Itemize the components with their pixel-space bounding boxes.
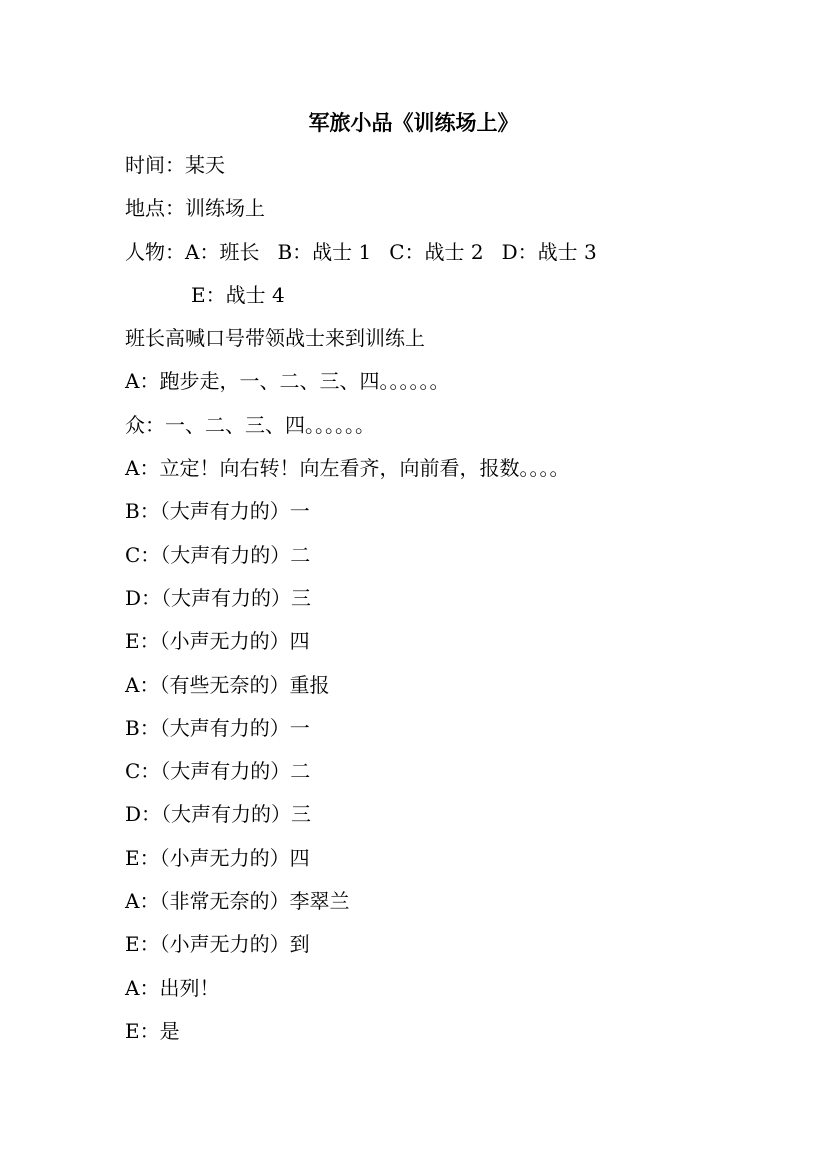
dialogue-line: A：（有些无奈的）重报	[125, 672, 330, 697]
character-d: D：战士 3	[501, 239, 597, 264]
document-title: 军旅小品《训练场上》	[308, 110, 519, 135]
characters-line-cont: E：战士 4	[191, 282, 285, 307]
dialogue-line: D：（大声有力的）三	[125, 802, 312, 827]
dialogue-line: E：是	[125, 1018, 180, 1043]
character-a: A：班长	[185, 239, 260, 264]
dialogue-line: B：（大声有力的）一	[125, 499, 310, 524]
script-body	[125, 150, 805, 1059]
dialogue-line: A：出列！	[125, 975, 220, 1000]
dialogue-line: C：（大声有力的）二	[125, 542, 311, 567]
dialogue-line: C：（大声有力的）二	[125, 759, 311, 784]
dialogue-line: E：（小声无力的）到	[125, 932, 310, 957]
characters-line	[125, 237, 805, 280]
character-b: B：战士 1	[277, 239, 372, 264]
stage-direction: 班长高喊口号带领战士来到训练上	[125, 326, 425, 351]
dialogue-line: 众：一、二、三、四。。。。。。	[125, 412, 375, 437]
dialogue-line: A：（非常无奈的）李翠兰	[125, 889, 350, 914]
dialogue-line: D：（大声有力的）三	[125, 585, 312, 610]
character-c: C：战士 2	[389, 239, 484, 264]
dialogue-line: A：跑步走，一、二、三、四。。。。。。	[125, 369, 450, 394]
time-line: 时间：某天	[125, 153, 225, 177]
dialogue-line: B：（大声有力的）一	[125, 715, 310, 740]
dialogue-line: A：立定！向右转！向左看齐，向前看，报数。。。。	[125, 456, 570, 481]
dialogue-line: E：（小声无力的）四	[125, 845, 310, 870]
dialogue-line: E：（小声无力的）四	[125, 629, 310, 654]
place-line: 地点：训练场上	[125, 196, 265, 221]
characters-label: 人物：	[125, 239, 185, 264]
